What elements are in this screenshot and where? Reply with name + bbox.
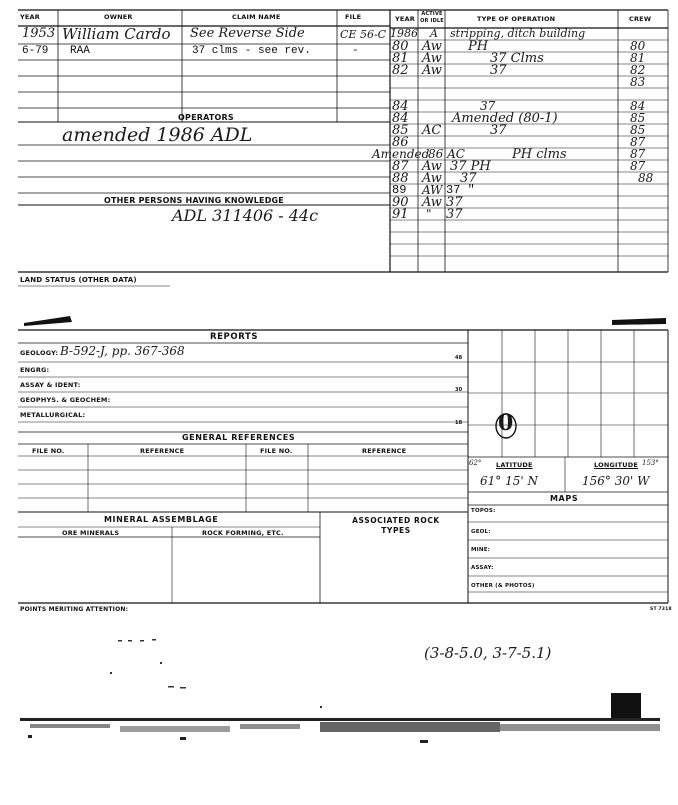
op-status: Aw bbox=[422, 159, 442, 174]
operation-row bbox=[390, 209, 666, 220]
op-status: Aw bbox=[422, 39, 442, 54]
op-status: Aw bbox=[422, 51, 442, 66]
operators-entry: amended 1986 ADL bbox=[62, 124, 253, 146]
op-crew: 87 bbox=[630, 135, 646, 149]
maps-topos: TOPOS: bbox=[471, 508, 496, 514]
maps-other: OTHER (& PHOTOS) bbox=[471, 583, 535, 589]
grid-location-number: 0 bbox=[498, 410, 514, 436]
op-crew: 81 bbox=[630, 51, 646, 65]
ref-col-ref1: REFERENCE bbox=[140, 447, 185, 455]
op-crew: 87 bbox=[630, 147, 646, 161]
ref-col-file1: FILE NO. bbox=[32, 447, 65, 455]
op-status: AC bbox=[422, 123, 442, 138]
op-crew: 88 bbox=[638, 171, 654, 185]
op-type: stripping, ditch building bbox=[450, 27, 586, 40]
op-type: 37 Clms bbox=[490, 51, 544, 66]
other-persons-label: OTHER PERSONS HAVING KNOWLEDGE bbox=[104, 196, 284, 205]
col-crew-header: CREW bbox=[629, 15, 652, 23]
metallurgical-label: METALLURGICAL: bbox=[20, 411, 86, 419]
op-year: 90 bbox=[392, 195, 409, 210]
op-year: 84 bbox=[392, 111, 409, 126]
operation-row bbox=[390, 125, 666, 136]
col-year2-header: YEAR bbox=[395, 15, 415, 23]
op-year: 82 bbox=[392, 63, 409, 78]
grid-reference-note: (3-8-5.0, 3-7-5.1) bbox=[424, 644, 552, 662]
owner-name-1: William Cardo bbox=[62, 25, 171, 43]
op-type: 37 " bbox=[446, 183, 475, 197]
op-type: 37 bbox=[460, 171, 477, 186]
owner-year-2: 6-79 bbox=[22, 45, 49, 57]
op-year: 89 bbox=[392, 183, 407, 197]
scale-30: 30 bbox=[455, 387, 463, 393]
scale-48: 48 bbox=[455, 355, 463, 361]
operation-row bbox=[390, 65, 666, 76]
geology-label: GEOLOGY: bbox=[20, 349, 59, 357]
op-crew: 87 bbox=[630, 159, 646, 173]
op-year: Amended bbox=[372, 147, 430, 161]
op-type: 37 bbox=[446, 195, 463, 210]
assay-label: ASSAY & IDENT: bbox=[20, 381, 81, 389]
operators-label: OPERATORS bbox=[178, 113, 234, 122]
col-file-header: FILE bbox=[345, 13, 362, 21]
op-status: Aw bbox=[422, 63, 442, 78]
engrg-label: ENGRG: bbox=[20, 366, 50, 374]
file-2: - bbox=[352, 45, 359, 57]
owner-year-1: 1953 bbox=[22, 26, 56, 41]
points-label: POINTS MERITING ATTENTION: bbox=[20, 606, 129, 613]
op-status: 86 AC bbox=[428, 147, 465, 161]
maps-assay: ASSAY: bbox=[471, 565, 494, 571]
longitude-label: LONGITUDE bbox=[594, 461, 638, 469]
maps-title: MAPS bbox=[550, 494, 579, 503]
mineral-col-rock: ROCK FORMING, ETC. bbox=[202, 529, 284, 537]
col-type-header: TYPE OF OPERATION bbox=[477, 15, 556, 23]
op-year: 84 bbox=[392, 99, 409, 114]
lat-marker: 62° bbox=[469, 459, 482, 467]
ref-col-ref2: REFERENCE bbox=[362, 447, 407, 455]
longitude-value: 156° 30' W bbox=[582, 474, 650, 488]
op-crew: 85 bbox=[630, 123, 646, 137]
op-status: Aw bbox=[422, 195, 442, 210]
col-claim-name-header: CLAIM NAME bbox=[232, 13, 281, 21]
general-references-title: GENERAL REFERENCES bbox=[182, 433, 296, 442]
ref-col-file2: FILE NO. bbox=[260, 447, 293, 455]
land-status-label: LAND STATUS (OTHER DATA) bbox=[20, 276, 137, 284]
reports-title: REPORTS bbox=[210, 332, 259, 342]
op-crew: 85 bbox=[630, 111, 646, 125]
op-type: Amended (80-1) bbox=[452, 111, 558, 126]
op-status: A bbox=[430, 27, 438, 40]
scale-18: 18 bbox=[455, 420, 463, 426]
geophys-label: GEOPHYS. & GEOCHEM: bbox=[20, 396, 111, 404]
op-year: 80 bbox=[392, 39, 409, 54]
mineral-col-ore: ORE MINERALS bbox=[62, 529, 120, 537]
maps-geol: GEOL: bbox=[471, 529, 491, 535]
maps-mine: MINE: bbox=[471, 547, 491, 553]
op-status: Aw bbox=[422, 171, 442, 186]
other-persons-entry: ADL 311406 - 44c bbox=[172, 206, 319, 225]
op-crew: 82 bbox=[630, 63, 646, 77]
owner-name-2: RAA bbox=[70, 45, 90, 57]
col-year-header: YEAR bbox=[20, 13, 40, 21]
op-type: 37 bbox=[480, 99, 496, 113]
associated-rock-types: ASSOCIATED ROCK TYPES bbox=[352, 516, 440, 535]
op-status: " bbox=[426, 207, 432, 221]
claim-name-1: See Reverse Side bbox=[190, 26, 305, 41]
grid-location-circle bbox=[494, 412, 520, 440]
geology-value: B-592-J, pp. 367-368 bbox=[60, 344, 185, 358]
op-year: 81 bbox=[392, 51, 409, 66]
op-type: 37 PH bbox=[450, 159, 491, 174]
op-year: 86 bbox=[392, 135, 409, 150]
file-1: CE 56-C bbox=[340, 28, 387, 41]
op-year: 91 bbox=[392, 207, 409, 222]
op-crew: 84 bbox=[630, 99, 646, 113]
form-number: ST 7318 bbox=[650, 607, 672, 612]
col-active-header: ACTIVE OR IDLE bbox=[420, 11, 444, 24]
op-crew: 80 bbox=[630, 39, 646, 53]
lon-marker: 153° bbox=[642, 459, 659, 467]
op-type: 37 bbox=[490, 123, 507, 138]
claim-name-2: 37 clms - see rev. bbox=[192, 45, 311, 57]
latitude-label: LATITUDE bbox=[496, 461, 533, 469]
op-type: PH bbox=[468, 39, 489, 54]
operation-row bbox=[372, 149, 666, 160]
op-type: 37 bbox=[446, 207, 463, 222]
op-year: 85 bbox=[392, 123, 409, 138]
op-year: 87 bbox=[392, 159, 409, 174]
mineral-assemblage-title: MINERAL ASSEMBLAGE bbox=[104, 515, 219, 524]
op-status: AW bbox=[422, 183, 443, 197]
col-owner-header: OWNER bbox=[104, 13, 133, 21]
op-type: PH clms bbox=[512, 147, 567, 162]
op-crew: 83 bbox=[630, 75, 646, 89]
operation-row bbox=[390, 77, 666, 88]
latitude-value: 61° 15' N bbox=[480, 474, 538, 488]
op-type: 37 bbox=[490, 63, 507, 78]
op-year: 1986 bbox=[390, 27, 418, 40]
op-year: 88 bbox=[392, 171, 409, 186]
